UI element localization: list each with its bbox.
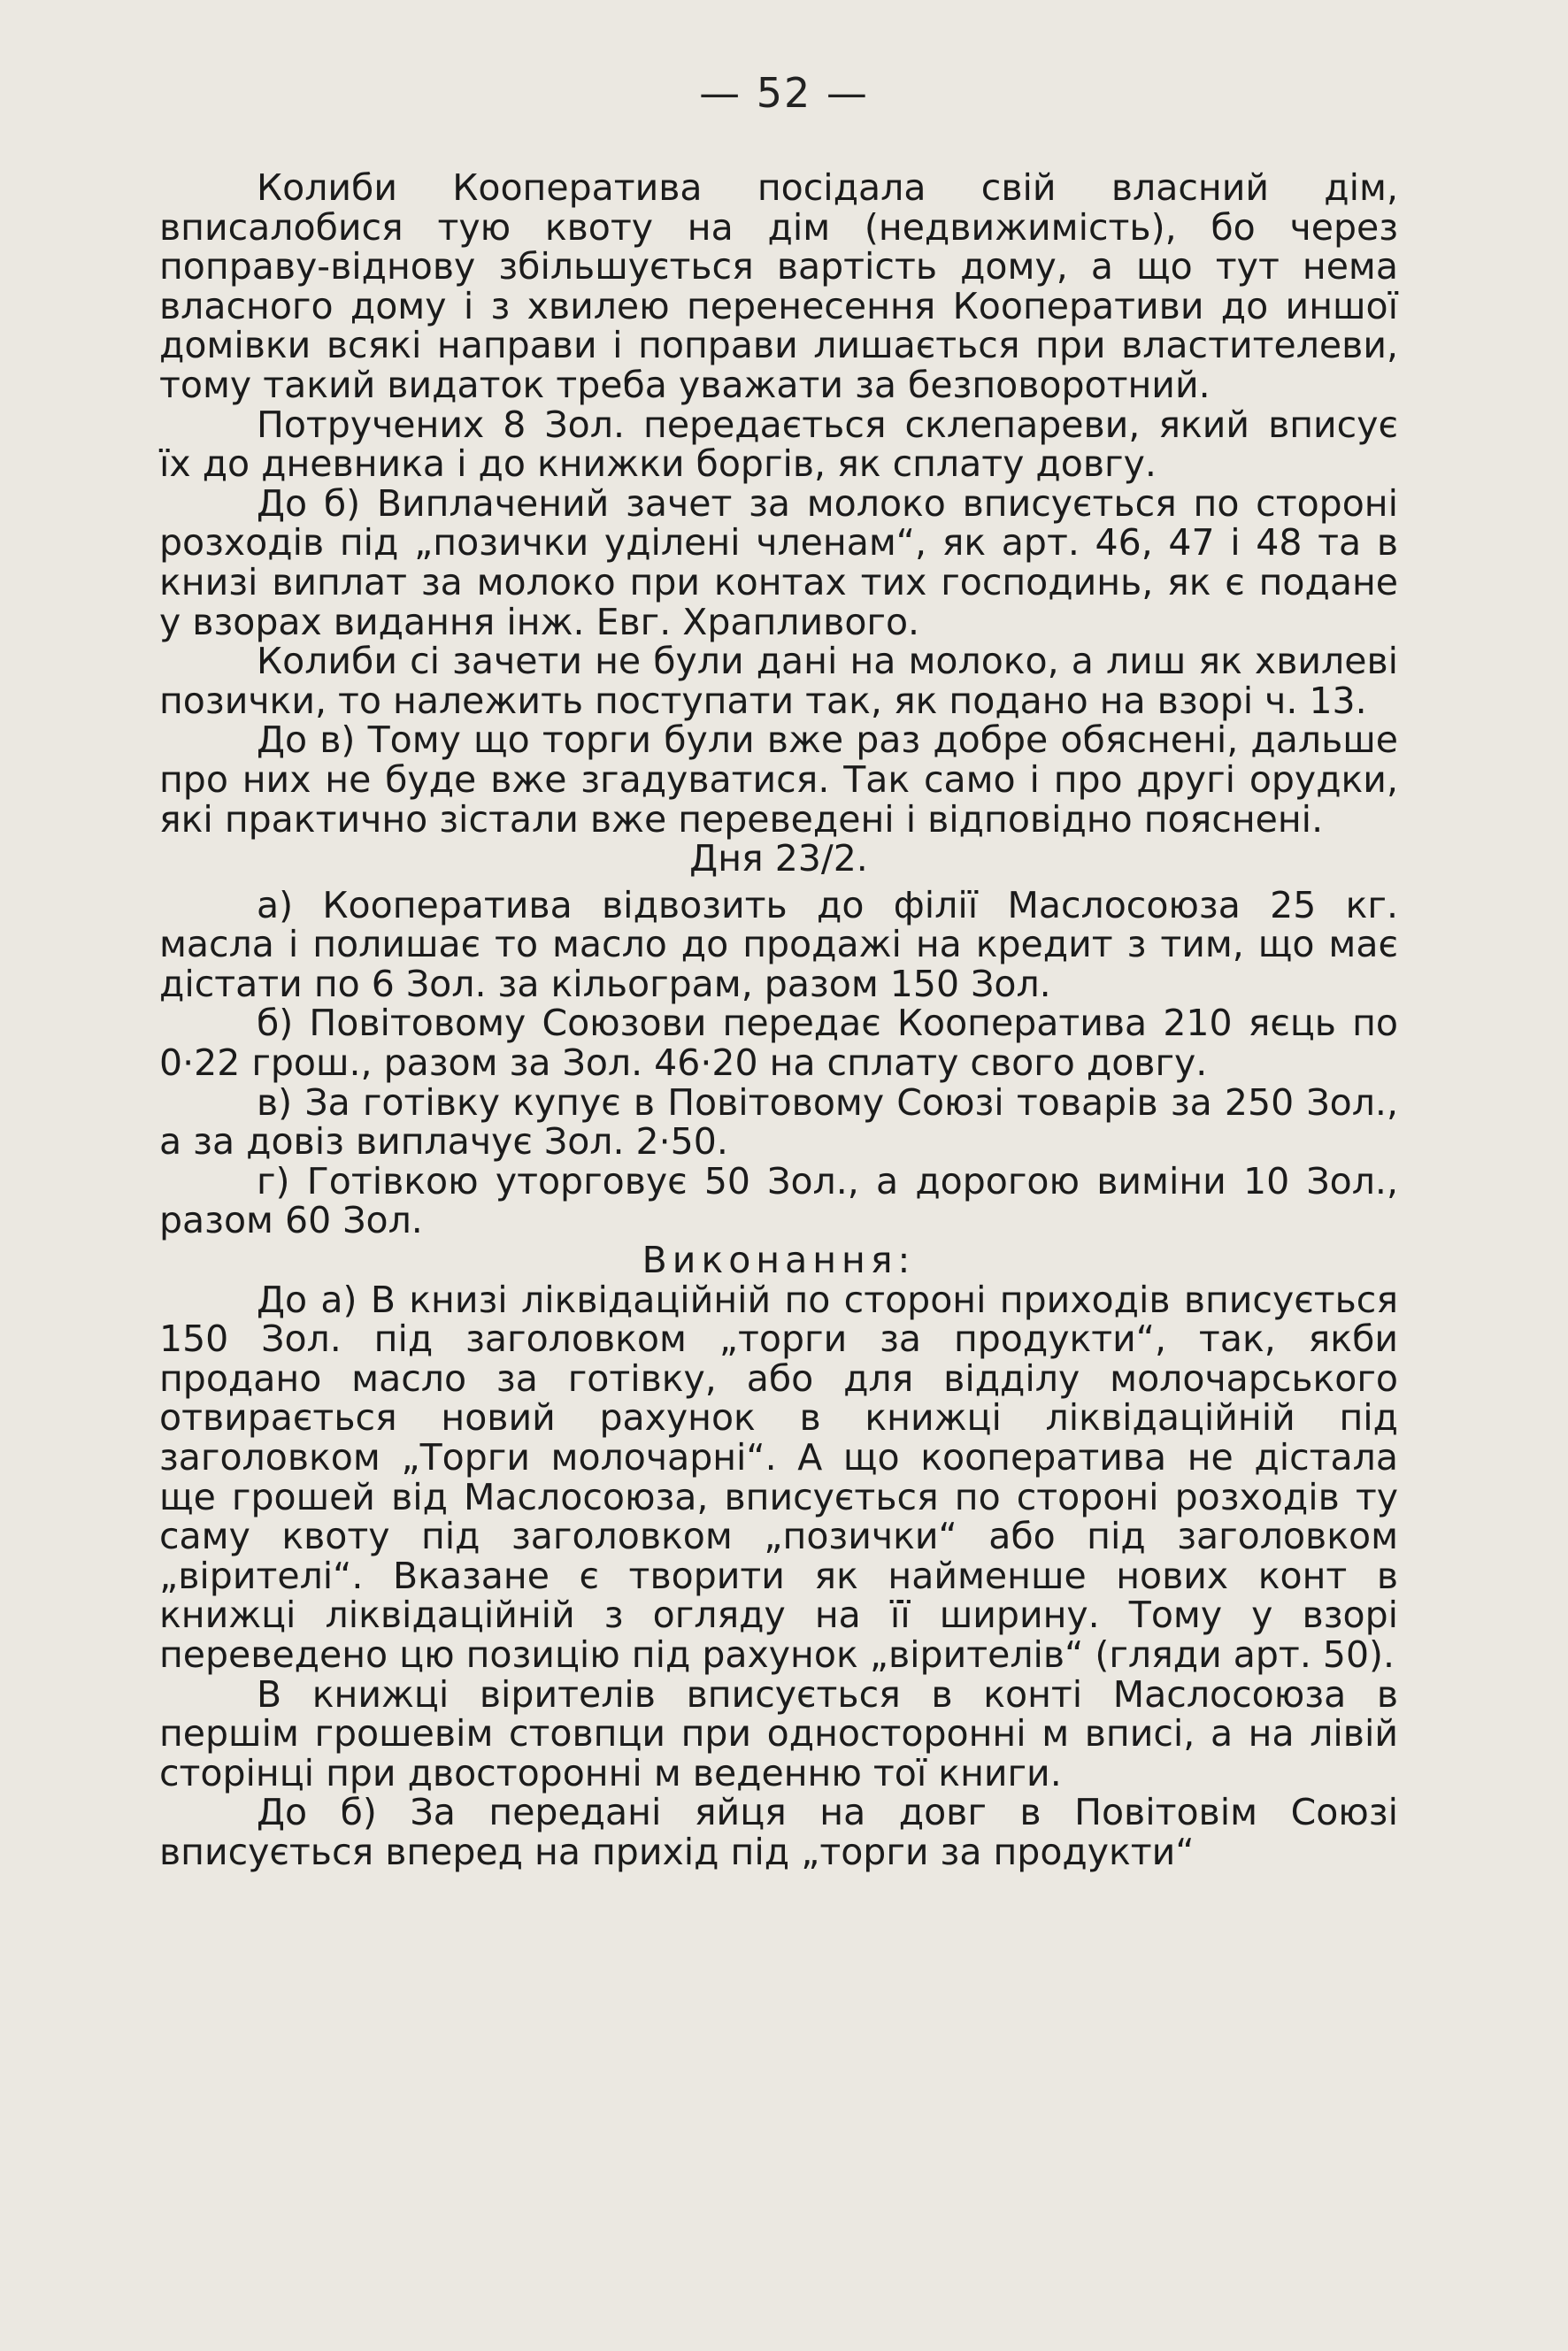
date-heading: Дня 23/2.: [689, 837, 868, 880]
body-text: [159, 168, 1398, 1872]
paragraph: До б) За передані яйця на довг в Повітовім Союзі вписується вперед на прихід під „торги за продукти“: [159, 1791, 1398, 1873]
paragraph: Колиби сі зачети не були дані на молоко, а лиш як хвилеві позички, то належить поступати так, як подано на взорі ч. 13.: [159, 640, 1398, 722]
paragraph: Потручених 8 Зол. передається склепареви, який вписує їх до дневника і до книжки боргів, як сплату довгу.: [159, 403, 1398, 486]
paragraph: До б) Виплачений зачет за молоко вписується по стороні розходів під „позички уділені членам“, як арт. 46, 47 і 48 та в книзі виплат за молоко при контах тих господинь, як є подане у взорах видання інж. Евг. Храпливого.: [159, 481, 1398, 643]
list-item: г) Готівкою уторговує 50 Зол., а дорогою виміни 10 Зол., разом 60 Зол.: [159, 1159, 1398, 1242]
paragraph: Колиби Кооператива посідала свій власний дім, вписалобися тую квоту на дім (недвижимість), бо через поправу-віднову збільшується вартість дому, а що тут нема власного дому і з хвилею перенесення Кооперативи до иншої домівки всякі направи і поправи лишається при властителеви, тому такий видаток треба уважати за безповоротний.: [159, 166, 1398, 406]
list-item: в) За готівку купує в Повітовому Союзі товарів за 250 Зол., а за довіз виплачує Зол. 2·50.: [159, 1080, 1398, 1164]
list-item: б) Повітовому Союзови передає Кооператива 210 яєць по 0·22 грош., разом за Зол. 46·20 на сплату свого довгу.: [159, 1002, 1398, 1085]
list-item: а) Кооператива відвозить до філії Маслосоюза 25 кг. масла і полишає то масло до продажі на кредит з тим, що має дістати по 6 Зол. за кільограм, разом 150 Зол.: [159, 883, 1398, 1005]
page-number: — 52 —: [699, 69, 869, 117]
paragraph: До а) В книзі ліквідаційній по стороні приходів вписується 150 Зол. під заголовком „торги за продукти“, так, якби продано масло за готівку, або для відділу молочарського отвирається новий рахунок в книжці ліквідаційній під заголовком „Торги молочарні“. А що кооператива не дістала ще грошей від Маслосоюза, вписується по стороні розходів ту саму квоту під заголовком „позички“ або під заголовком „вірителі“. Вказане є творити як найменше нових конт в книжці ліквідаційній з огляду на її ширину. Тому у взорі переведено цю позицію під рахунок „вірителів“ (гляди арт. 50).: [159, 1278, 1398, 1676]
paragraph: В книжці вірителів вписується в конті Маслосоюза в першім грошевім стовпци при односторонні м вписі, а на лівій сторінці при двосторонні м веденню тої книги.: [159, 1672, 1398, 1794]
paragraph: До в) Тому що торги були вже раз добре обяснені, дальше про них не буде вже згадуватися. Так само і про другі орудки, які практично зістали вже переведені і відповідно пояснені.: [159, 718, 1398, 841]
section-heading: Виконання:: [642, 1239, 916, 1282]
